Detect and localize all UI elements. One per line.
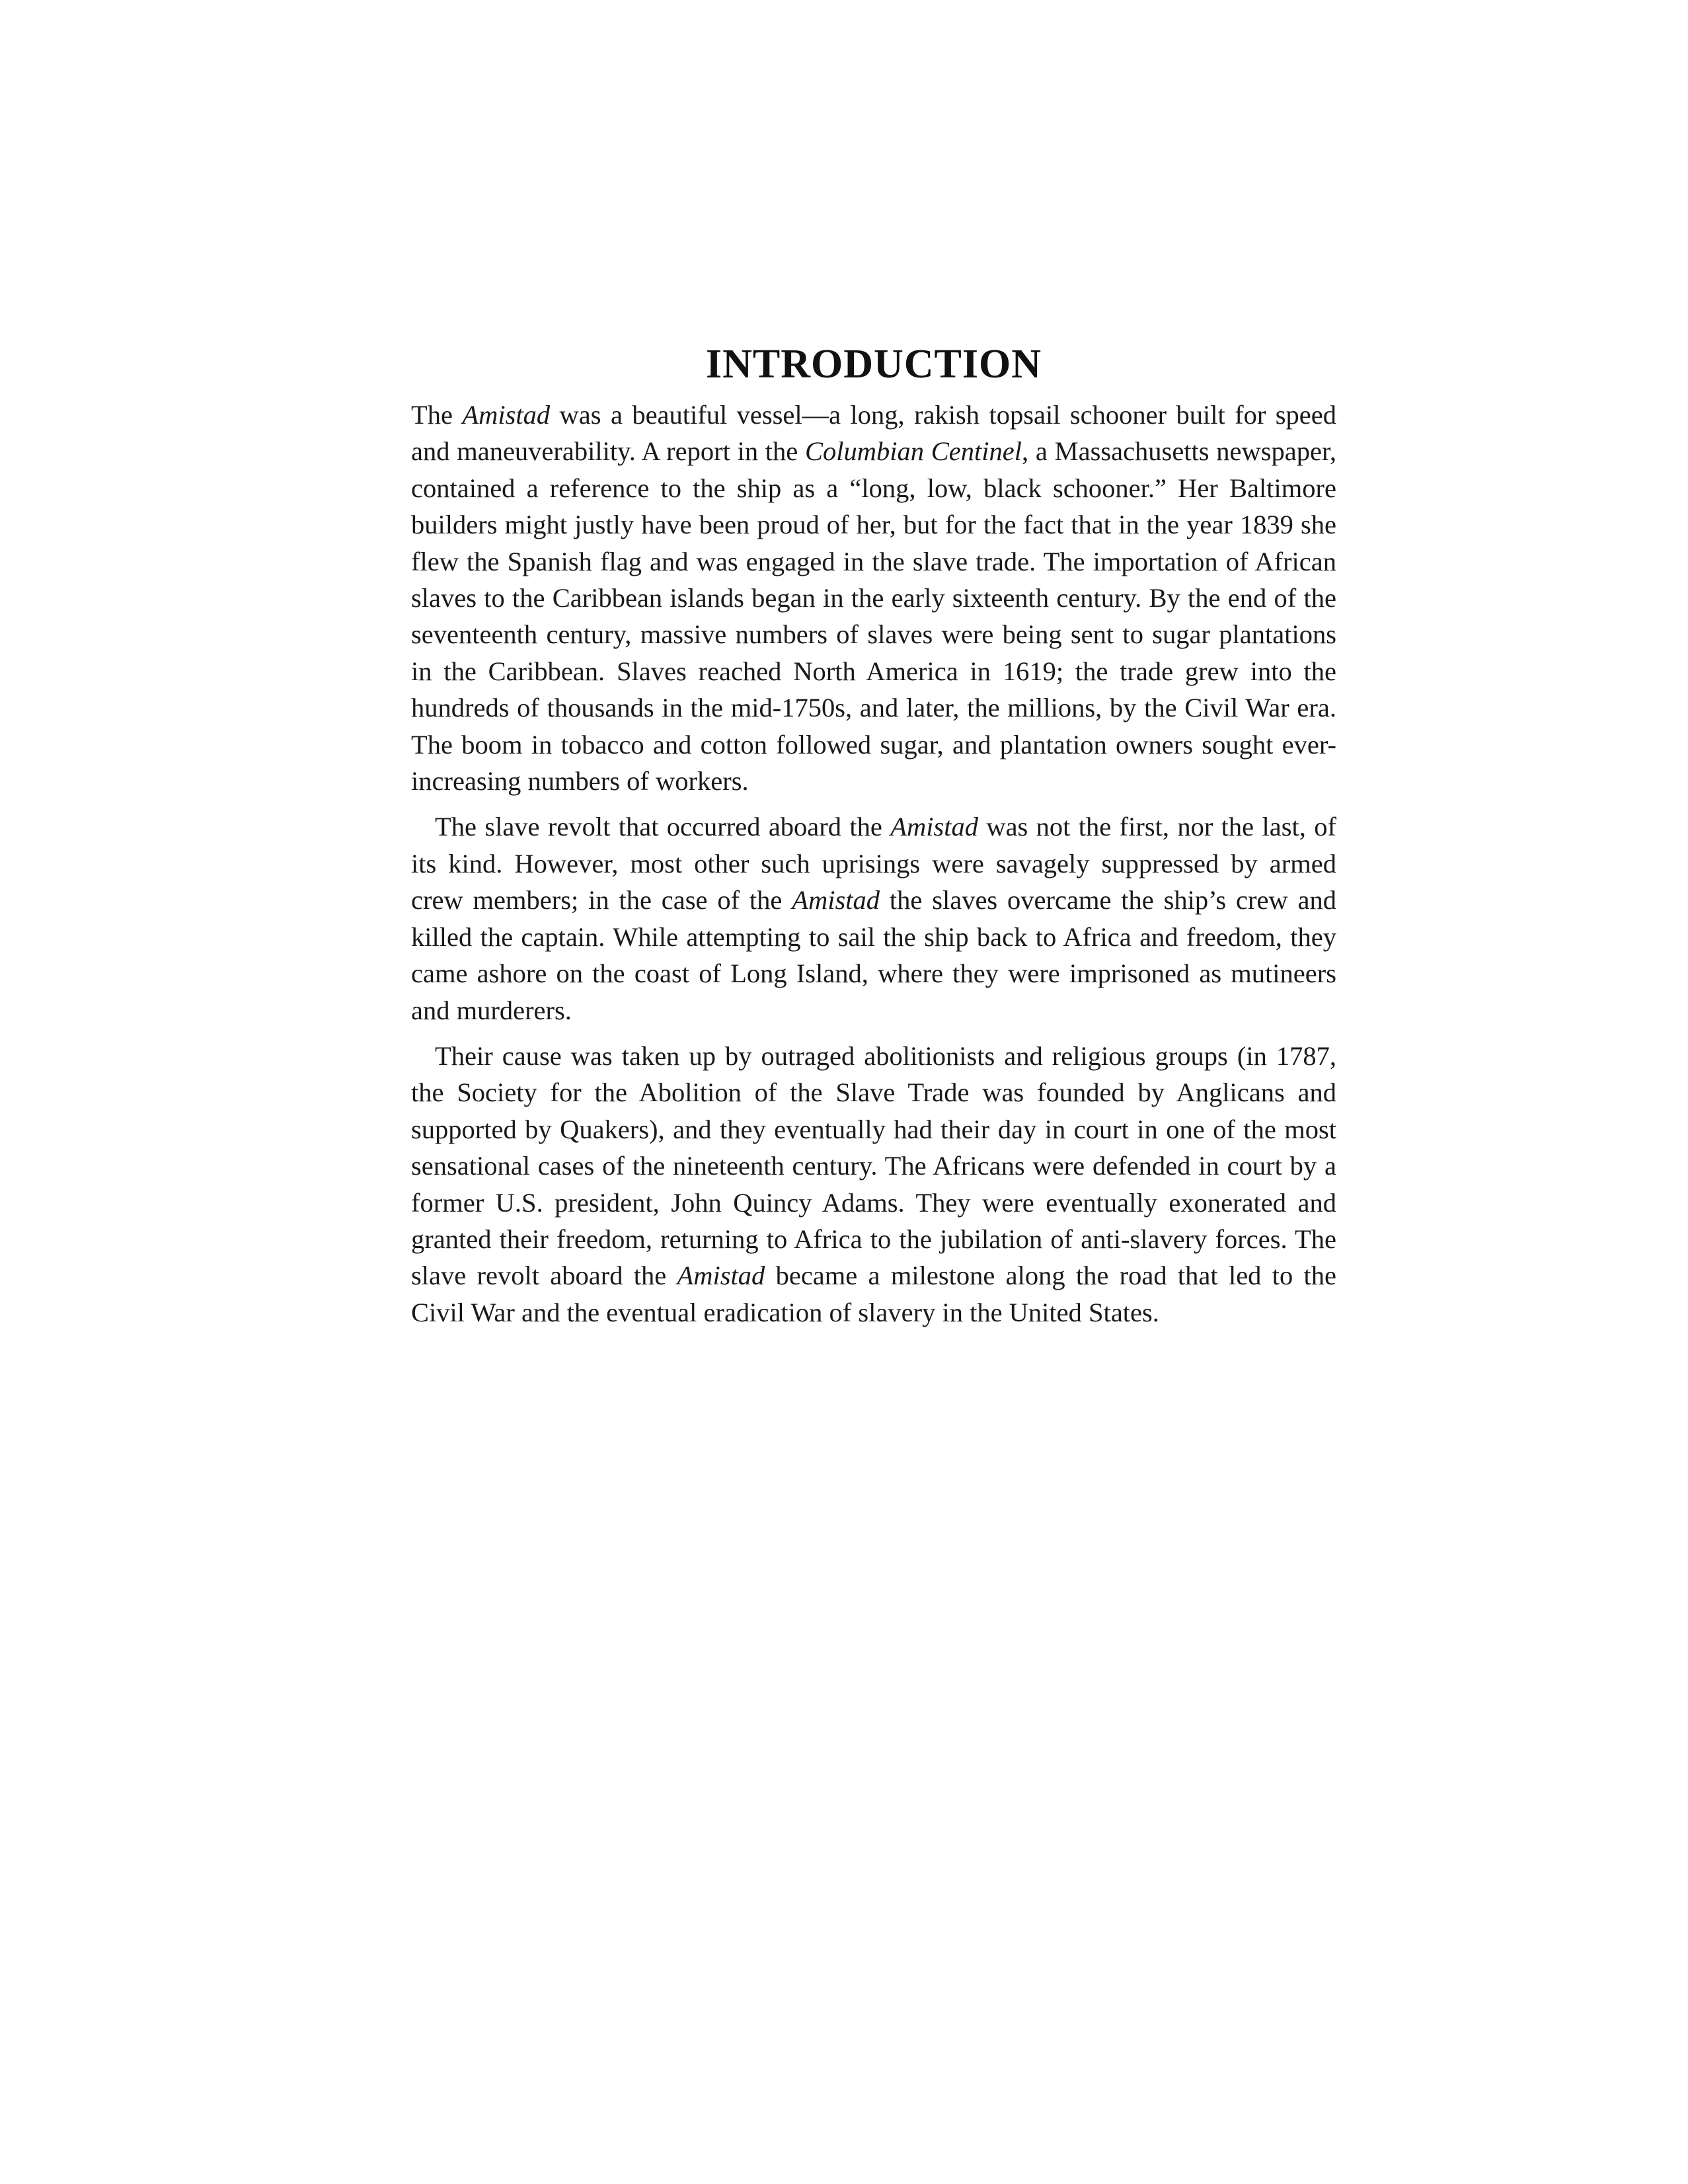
body-text (411, 397, 1336, 1331)
italic-title-text: Amistad (792, 885, 880, 916)
paragraph-text: The (411, 400, 463, 430)
paragraph-text: became a milestone along the road that led to the Civil War and the eventual eradication of slavery in the United States. (411, 1261, 1336, 1327)
paragraph-3 (411, 1038, 1336, 1331)
paragraph-text: Their cause was taken up by outraged abolitionists and religious groups (in 1787, the Society for the Abolition of the Slave Trade was founded by Anglicans and supported by Quakers), and they eventually had their day in court in one of the most sensational cases of the nineteenth century. The Africans were defended in court by a former U.S. president, John Quincy Adams. They were eventually exonerated and granted their freedom, returning to Africa to the jubilation of anti-slavery forces. The slave revolt aboard the (411, 1040, 1336, 1291)
paragraph-text: was not the first, nor the last, of its kind. However, most other such uprisings were savagely suppressed by armed crew members; in the case of the (411, 812, 1336, 916)
paragraph-1 (411, 397, 1336, 799)
italic-title-text: Amistad (677, 1261, 765, 1291)
page-title: INTRODUCTION (705, 342, 1042, 387)
italic-title-text: Amistad (890, 812, 978, 842)
paragraph-text: , a Massachusetts newspaper, contained a reference to the ship as a “long, low, black schooner.” Her Baltimore builders might justly have been proud of her, but for the fact that in the year 1839 she flew the Spanish flag and was engaged in the slave trade. The importation of African slaves to the Caribbean islands began in the early sixteenth century. By the end of the seventeenth century, massive numbers of slaves were being sent to sugar plantations in the Caribbean. Slaves reached North America in 1619; the trade grew into the hundreds of thousands in the mid-1750s, and later, the millions, by the Civil War era. The boom in tobacco and cotton followed sugar, and plantation owners sought ever-increasing numbers of workers. (411, 436, 1336, 797)
italic-title-text: Amistad (462, 400, 551, 430)
italic-title-text: Columbian Centinel (805, 436, 1022, 467)
paragraph-2 (411, 808, 1336, 1028)
paragraph-text: The slave revolt that occurred aboard the (435, 812, 891, 842)
paragraph-text: was a beautiful vessel—a long, rakish topsail schooner built for speed and maneuverability. A report in the (411, 400, 1336, 467)
paragraph-text: the slaves overcame the ship’s crew and killed the captain. While attempting to sail the ship back to Africa and freedom, they came ashore on the coast of Long Island, where they were imprisoned as mutineers and murderers. (411, 885, 1336, 1025)
